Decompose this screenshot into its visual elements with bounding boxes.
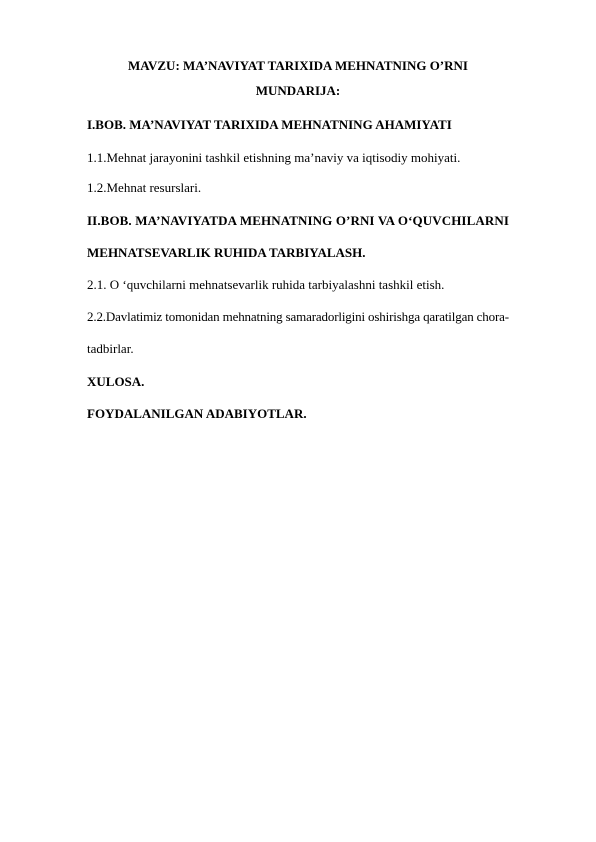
toc-references: FOYDALANILGAN ADABIYOTLAR. [87,406,307,421]
toc-chapter-2-line-1: II.BOB. MA’NAVIYATDA MEHNATNING O’RNI VA O‘QUVCHILARNI [87,213,509,228]
toc-conclusion: XULOSA. [87,374,145,389]
toc-section-1-2: 1.2.Mehnat resurslari. [87,180,202,195]
toc-section-1-1: 1.1.Mehnat jarayonini tashkil etishning ma’naviy va iqtisodiy mohiyati. [87,150,461,165]
toc-chapter-1: I.BOB. MA’NAVIYAT TARIXIDA MEHNATNING AHAMIYATI [87,117,452,132]
toc-section-2-2-line-2: tadbirlar. [87,341,134,356]
document-title: MAVZU: MA’NAVIYAT TARIXIDA MEHNATNING O’RNI [128,58,468,73]
toc-chapter-2-line-2: MEHNATSEVARLIK RUHIDA TARBIYALASH. [87,245,366,260]
toc-heading: MUNDARIJA: [255,83,341,98]
toc-section-2-1: 2.1. O ‘quvchilarni mehnatsevarlik ruhida tarbiyalashni tashkil etish. [87,277,445,292]
toc-section-2-2-line-1: 2.2.Davlatimiz tomonidan mehnatning samaradorligini oshirishga qaratilgan chora- [87,309,509,324]
